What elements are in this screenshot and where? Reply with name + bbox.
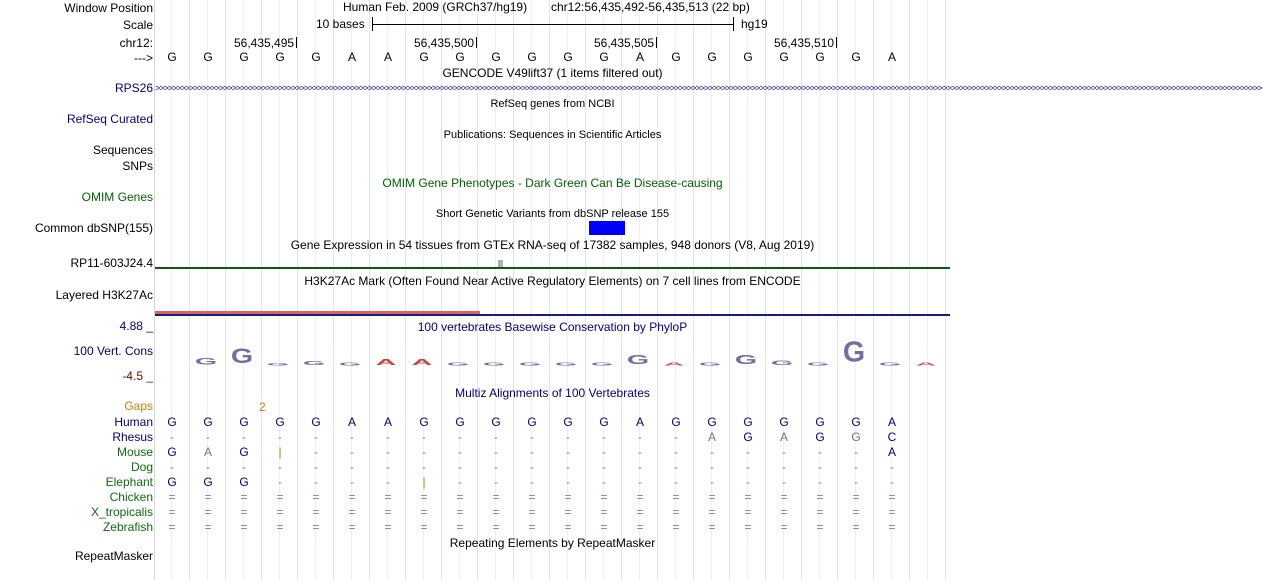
gencode-track-title: GENCODE V49lift37 (1 items filtered out) [442, 66, 663, 80]
reference-base: G [851, 50, 861, 64]
alignment-base: - [530, 430, 534, 444]
alignment-base: G [311, 415, 321, 429]
alignment-base: = [600, 520, 608, 534]
alignment-base: = [888, 490, 896, 504]
alignment-base: A [203, 445, 212, 459]
alignment-base: = [564, 520, 572, 534]
alignment-base: G [779, 415, 789, 429]
alignment-base: A [383, 415, 392, 429]
alignment-base: = [348, 490, 356, 504]
alignment-base: = [852, 505, 860, 519]
alignment-base: = [348, 520, 356, 534]
reference-base: A [347, 50, 356, 64]
alignment-base: = [384, 490, 392, 504]
track-label-rps26[interactable]: RPS26 [114, 81, 153, 95]
alignment-base: - [566, 460, 570, 474]
alignment-base: G [419, 415, 429, 429]
track-label-sequences[interactable]: Sequences [92, 143, 153, 157]
alignment-base: - [494, 445, 498, 459]
phylop-logo-letter: A [375, 357, 397, 367]
alignment-base: - [314, 475, 318, 489]
track-label-100-vert-cons[interactable]: 100 Vert. Cons [73, 344, 153, 358]
alignment-base: - [818, 445, 822, 459]
alignment-base: - [602, 460, 606, 474]
dbsnp-variant[interactable] [589, 221, 625, 235]
label-scale: Scale [122, 18, 153, 32]
alignment-base: - [638, 445, 642, 459]
alignment-base: G [239, 415, 249, 429]
alignment-base: = [420, 490, 428, 504]
alignment-base: = [204, 490, 212, 504]
phylop-logo-letter: G [194, 356, 218, 367]
cons-min-label: -4.5 _ [122, 369, 153, 383]
scale-bar-left-cap [372, 17, 373, 31]
alignment-base: = [528, 505, 536, 519]
species-label[interactable]: X_tropicalis [90, 505, 153, 519]
alignment-base: = [492, 505, 500, 519]
ruler-tick: 56,435,510 [774, 36, 837, 50]
alignment-base: - [206, 430, 210, 444]
alignment-base: G [815, 430, 825, 444]
refseq-track-title: RefSeq genes from NCBI [490, 98, 615, 110]
scale-bar-right-cap [733, 17, 734, 31]
alignment-base: G [563, 415, 573, 429]
alignment-base: - [278, 430, 282, 444]
alignment-base: - [242, 460, 246, 474]
alignment-base: = [456, 520, 464, 534]
alignment-base: = [672, 490, 680, 504]
alignment-base: = [672, 520, 680, 534]
alignment-base: = [600, 490, 608, 504]
alignment-base: G [707, 415, 717, 429]
phylop-logo-letter: G [842, 335, 866, 369]
multiz-track-title: Multiz Alignments of 100 Vertebrates [455, 386, 650, 400]
alignment-base: = [240, 490, 248, 504]
alignment-base: - [710, 445, 714, 459]
publications-track-title: Publications: Sequences in Scientific Articles [443, 129, 662, 141]
alignment-base: A [635, 415, 644, 429]
alignment-base: - [170, 460, 174, 474]
species-label[interactable]: Dog [130, 460, 153, 474]
alignment-base: G [167, 415, 177, 429]
species-label[interactable]: Rhesus [112, 430, 153, 444]
phylop-logo-letter: G [446, 361, 470, 367]
phylop-logo-letter: G [770, 359, 794, 367]
track-label-gaps[interactable]: Gaps [124, 399, 153, 413]
ruler-tick: 56,435,505 [594, 36, 657, 50]
gtex-track-title: Gene Expression in 54 tissues from GTEx RNA-seq of 17382 samples, 948 donors (V8, Aug 2019) [290, 238, 815, 252]
assembly-title: Human Feb. 2009 (GRCh37/hg19) [343, 0, 528, 14]
reference-base: G [491, 50, 501, 64]
alignment-base: - [170, 430, 174, 444]
rp11-expression-bar[interactable] [155, 267, 950, 269]
reference-base: G [563, 50, 573, 64]
alignment-base: - [566, 475, 570, 489]
reference-base: A [887, 50, 896, 64]
alignment-base: - [638, 460, 642, 474]
rps26-gene-strand[interactable]: >>>>>>>>>>>>>>>>>>>>>>>>>>>>>>>>>>>>>>>>>>>>>>>>>>>>>>>>>>>>>>>>>>>>>>>>>>>>>>>>>>>>>>>>>>>>>>>>>>>>>>>>>>>>>>>>>>>>>>>>>>>>>>>>>>>>>>>>>>>>>>>>>>>>>>>>>>>>>>>>>>>>>>>>>>>>>>>>>>>>>>>>>>>>>>>>>>>>>>>>>>>>>>>>>>>>>>>>>>>>>>>>>>>>>>>>>>>>>>>>>>>>>>>>>>>>>>>>>>>> [155, 83, 1262, 93]
alignment-base: - [746, 475, 750, 489]
alignment-base: = [348, 505, 356, 519]
alignment-base: - [422, 460, 426, 474]
alignment-base: = [168, 505, 176, 519]
phylop-logo-letter: G [554, 361, 578, 367]
alignment-base: = [492, 490, 500, 504]
alignment-base: - [386, 430, 390, 444]
reference-base: G [311, 50, 321, 64]
alignment-base: - [242, 430, 246, 444]
phylop-logo-letter: G [482, 361, 506, 367]
alignment-base: - [422, 430, 426, 444]
alignment-base: - [422, 445, 426, 459]
alignment-base: = [852, 490, 860, 504]
alignment-base: = [312, 505, 320, 519]
alignment-base: = [312, 490, 320, 504]
alignment-base: - [854, 475, 858, 489]
alignment-base: | [278, 445, 282, 459]
alignment-base: - [494, 430, 498, 444]
alignment-base: - [674, 445, 678, 459]
alignment-base: G [239, 445, 249, 459]
alignment-base: G [851, 415, 861, 429]
ruler-tick: 56,435,495 [234, 36, 297, 50]
alignment-base: G [203, 475, 213, 489]
reference-base: G [815, 50, 825, 64]
alignment-base: G [815, 415, 825, 429]
alignment-base: G [599, 415, 609, 429]
alignment-base: = [600, 505, 608, 519]
phylop-logo-letter: A [663, 361, 685, 367]
alignment-base: - [602, 445, 606, 459]
label-window-position: Window Position [64, 1, 153, 15]
alignment-base: A [707, 430, 716, 444]
alignment-base: - [818, 460, 822, 474]
alignment-base: = [816, 505, 824, 519]
alignment-base: = [276, 490, 284, 504]
alignment-base: C [887, 430, 897, 444]
alignment-base: - [386, 475, 390, 489]
phylop-logo-letter: G [302, 360, 326, 367]
alignment-base: - [782, 475, 786, 489]
alignment-base: = [708, 490, 716, 504]
alignment-base: = [240, 520, 248, 534]
alignment-base: G [491, 415, 501, 429]
alignment-base: = [240, 505, 248, 519]
alignment-base: - [386, 445, 390, 459]
alignment-base: - [458, 445, 462, 459]
repeatmasker-track-title: Repeating Elements by RepeatMasker [449, 536, 656, 550]
alignment-base: = [492, 520, 500, 534]
reference-base: A [383, 50, 392, 64]
phylop-logo-letter: G [230, 343, 254, 368]
alignment-base: - [494, 460, 498, 474]
reference-base: G [419, 50, 429, 64]
alignment-base: - [782, 445, 786, 459]
alignment-base: = [168, 490, 176, 504]
reference-base: G [455, 50, 465, 64]
alignment-base: - [494, 475, 498, 489]
alignment-base: - [314, 430, 318, 444]
phylop-logo-letter: A [411, 357, 433, 367]
reference-base: A [635, 50, 644, 64]
phylop-logo-letter: G [698, 361, 722, 367]
phylop-logo-letter: G [878, 361, 902, 367]
ruler-tick: 56,435,500 [414, 36, 477, 50]
alignment-base: A [887, 445, 896, 459]
alignment-base: - [206, 460, 210, 474]
alignment-base: = [456, 505, 464, 519]
alignment-base: = [420, 520, 428, 534]
alignment-base: = [708, 520, 716, 534]
alignment-base: - [386, 460, 390, 474]
phylop-logo-letter: G [338, 361, 362, 367]
alignment-base: = [204, 520, 212, 534]
alignment-base: = [564, 490, 572, 504]
track-label-refseq[interactable]: RefSeq Curated [66, 112, 153, 126]
alignment-base: = [636, 505, 644, 519]
alignment-base: - [674, 475, 678, 489]
alignment-base: - [350, 475, 354, 489]
reference-base: G [203, 50, 213, 64]
alignment-base: G [203, 415, 213, 429]
reference-base: G [275, 50, 285, 64]
alignment-base: = [852, 520, 860, 534]
phylop-logo-letter: G [806, 361, 830, 367]
label-chrom: chr12: [119, 36, 153, 50]
alignment-base: G [275, 415, 285, 429]
alignment-base: - [530, 445, 534, 459]
cons-max-label: 4.88 _ [119, 319, 153, 333]
alignment-base: = [528, 520, 536, 534]
alignment-base: - [890, 460, 894, 474]
gtex-marker [498, 260, 503, 267]
alignment-base: = [528, 490, 536, 504]
h3k27ac-baseline [155, 314, 950, 316]
phylop-logo-letter: G [626, 352, 650, 367]
alignment-base: - [638, 475, 642, 489]
alignment-base: = [636, 490, 644, 504]
alignment-base: - [278, 475, 282, 489]
alignment-base: - [314, 460, 318, 474]
track-label-layered-h3k27ac[interactable]: Layered H3K27Ac [55, 288, 153, 302]
alignment-base: - [710, 460, 714, 474]
gap-count: 2 [259, 400, 266, 414]
phylop-logo-letter: G [590, 361, 614, 367]
alignment-base: = [204, 505, 212, 519]
alignment-base: = [744, 490, 752, 504]
alignment-base: - [746, 445, 750, 459]
alignment-base: = [420, 505, 428, 519]
species-label[interactable]: Chicken [109, 490, 153, 504]
alignment-base: = [276, 520, 284, 534]
alignment-base: - [530, 460, 534, 474]
alignment-base: = [312, 520, 320, 534]
alignment-base: - [278, 460, 282, 474]
alignment-base: A [779, 430, 788, 444]
omim-track-title: OMIM Gene Phenotypes - Dark Green Can Be Disease-causing [382, 176, 723, 190]
alignment-base: = [780, 520, 788, 534]
species-label[interactable]: Human [114, 415, 153, 429]
alignment-base: - [602, 475, 606, 489]
alignment-base: G [743, 430, 753, 444]
alignment-base: = [708, 505, 716, 519]
alignment-base: - [314, 445, 318, 459]
alignment-base: - [458, 475, 462, 489]
reference-base: G [779, 50, 789, 64]
alignment-base: G [671, 415, 681, 429]
alignment-base: G [239, 475, 249, 489]
alignment-base: - [638, 430, 642, 444]
alignment-base: - [566, 445, 570, 459]
phylop-track-title: 100 vertebrates Basewise Conservation by PhyloP [417, 320, 688, 334]
alignment-base: = [384, 505, 392, 519]
reference-base: G [239, 50, 249, 64]
alignment-base: | [422, 475, 426, 489]
alignment-base: = [816, 520, 824, 534]
alignment-base: - [458, 460, 462, 474]
alignment-base: = [780, 505, 788, 519]
alignment-base: = [816, 490, 824, 504]
alignment-base: - [530, 475, 534, 489]
alignment-base: = [276, 505, 284, 519]
scale-text: 10 bases [316, 17, 365, 31]
phylop-logo-letter: G [734, 352, 758, 367]
phylop-logo-letter: G [266, 361, 290, 367]
alignment-base: = [744, 505, 752, 519]
alignment-base: - [350, 445, 354, 459]
alignment-base: - [602, 430, 606, 444]
species-label[interactable]: Zebrafish [102, 520, 153, 534]
phylop-logo-letter: A [915, 361, 937, 367]
alignment-base: - [854, 460, 858, 474]
alignment-base: G [851, 430, 861, 444]
window-position-text: chr12:56,435,492-56,435,513 (22 bp) [551, 0, 750, 14]
reference-base: G [527, 50, 537, 64]
alignment-base: G [167, 445, 177, 459]
alignment-base: = [744, 520, 752, 534]
label-arrow: ---> [134, 51, 153, 65]
reference-base: G [167, 50, 177, 64]
alignment-base: = [888, 520, 896, 534]
alignment-base: - [674, 430, 678, 444]
scale-db: hg19 [741, 17, 768, 31]
alignment-base: - [350, 430, 354, 444]
alignment-base: = [888, 505, 896, 519]
alignment-base: = [384, 520, 392, 534]
track-label-common-dbsnp[interactable]: Common dbSNP(155) [34, 221, 153, 235]
alignment-base: - [674, 460, 678, 474]
track-label-repeatmasker[interactable]: RepeatMasker [74, 549, 153, 563]
alignment-base: G [743, 415, 753, 429]
alignment-base: - [458, 430, 462, 444]
alignment-base: = [168, 520, 176, 534]
reference-base: G [671, 50, 681, 64]
alignment-base: - [566, 430, 570, 444]
alignment-base: = [780, 490, 788, 504]
alignment-base: - [710, 475, 714, 489]
h3k27ac-track-title: H3K27Ac Mark (Often Found Near Active Regulatory Elements) on 7 cell lines from ENCODE [304, 274, 801, 288]
track-label-omim[interactable]: OMIM Genes [81, 190, 153, 204]
reference-base: G [743, 50, 753, 64]
alignment-base: G [455, 415, 465, 429]
alignment-base: A [347, 415, 356, 429]
track-label-snps[interactable]: SNPs [122, 159, 153, 173]
alignment-base: - [818, 475, 822, 489]
track-label-rp11[interactable]: RP11-603J24.4 [70, 256, 153, 270]
alignment-base: - [854, 445, 858, 459]
alignment-base: = [672, 505, 680, 519]
alignment-base: - [746, 460, 750, 474]
alignment-base: = [564, 505, 572, 519]
dbsnp-track-title: Short Genetic Variants from dbSNP release 155 [435, 208, 670, 220]
alignment-base: A [887, 415, 896, 429]
phylop-logo-letter: G [518, 361, 542, 367]
species-label[interactable]: Mouse [116, 445, 153, 459]
alignment-base: = [456, 490, 464, 504]
reference-base: G [707, 50, 717, 64]
alignment-base: G [167, 475, 177, 489]
reference-base: G [599, 50, 609, 64]
scale-bar [372, 24, 733, 25]
species-label[interactable]: Elephant [105, 475, 153, 489]
alignment-base: G [527, 415, 537, 429]
alignment-base: = [636, 520, 644, 534]
alignment-base: - [782, 460, 786, 474]
alignment-base: - [350, 460, 354, 474]
alignment-base: - [890, 475, 894, 489]
